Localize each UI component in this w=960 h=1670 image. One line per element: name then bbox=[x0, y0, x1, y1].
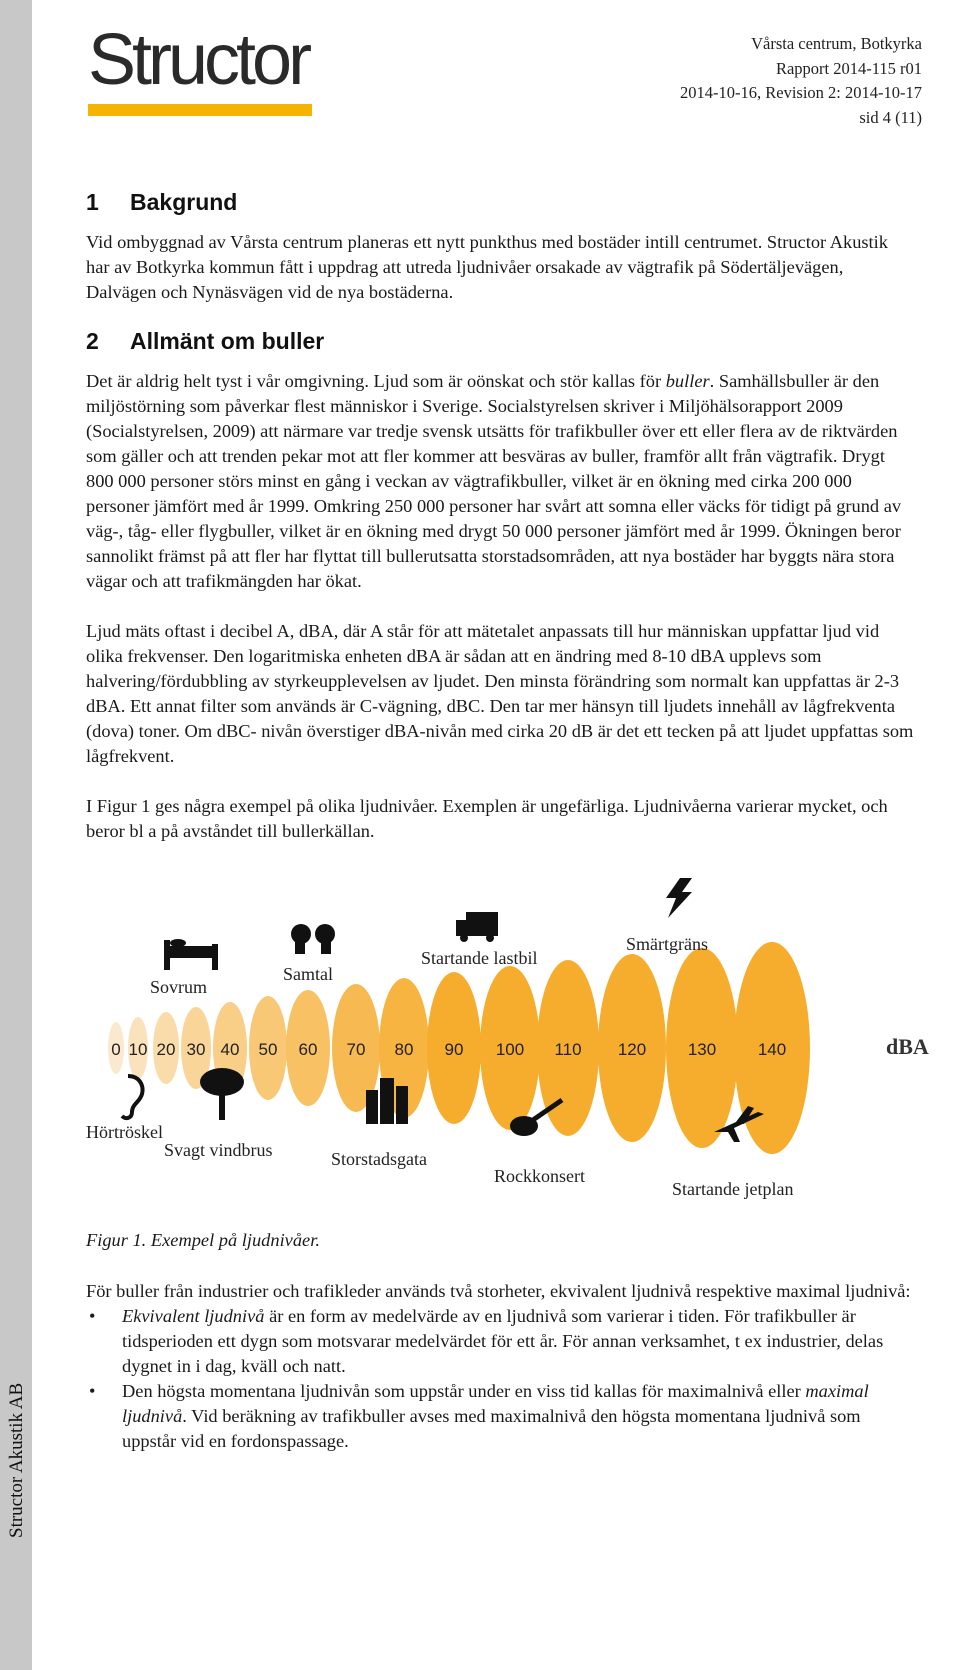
ear-icon bbox=[122, 1076, 142, 1118]
section-2-title: Allmänt om buller bbox=[130, 328, 325, 354]
section-1-heading bbox=[86, 188, 916, 216]
label-samtal: Samtal bbox=[283, 964, 333, 984]
level-label: 60 bbox=[298, 1040, 318, 1059]
header-revision: 2014-10-16, Revision 2: 2014-10-17 bbox=[680, 83, 922, 102]
level-label: 130 bbox=[687, 1040, 717, 1059]
bullet-maximal bbox=[86, 1379, 916, 1454]
logo-bar bbox=[88, 104, 312, 116]
section-2 bbox=[86, 327, 916, 844]
truck-icon bbox=[456, 912, 498, 942]
level-label: 20 bbox=[156, 1040, 176, 1059]
unit-label: dBA bbox=[886, 1034, 929, 1059]
sidebar bbox=[0, 0, 32, 1670]
level-label: 10 bbox=[128, 1040, 148, 1059]
label-rockkonsert: Rockkonsert bbox=[494, 1166, 585, 1186]
label-svagt-vindbrus: Svagt vindbrus bbox=[164, 1140, 273, 1160]
level-label: 100 bbox=[495, 1040, 525, 1059]
document-header bbox=[680, 32, 922, 130]
bullet-2-text-b: . Vid beräkning av trafikbuller avses med maximalnivå den högsta momentana ljudnivå som uppstår vid en fordonspassage. bbox=[122, 1406, 861, 1451]
level-label: 110 bbox=[554, 1040, 582, 1059]
p1-text-a: Det är aldrig helt tyst i vår omgivning. Ljud som är oönskat och stör kallas för bbox=[86, 371, 666, 391]
p1-text-b: . Samhällsbuller är den miljöstörning som påverkar flest människor i Sverige. Socialstyrelsen skriver i Miljöhälsorapport 2009 (Socialstyrelsen, 2009) att närmare var tredje svensk utsätts för trafikbuller över ett eller flera av de riktvärden som gäller och att trenden pekar mot att fler kommer att besväras av buller, framför allt från vägtrafik. Drygt 800 000 personer störs minst en gång i veckan av vägtrafikbuller, vilket är en ökning med cirka 200 000 personer jämfört med år 1999. Omkring 250 000 personer har svårt att somna eller väcks för tidigt på grund av väg-, tåg- eller flygbuller, vilket är en ökning med drygt 50 000 personer jämfört med år 1999. Ökningen beror sannolikt främst på att fler har flyttat till bullerutsatta storstadsområden, att nya bostäder har byggts nära stora vägar och att trafikmängden har ökat. bbox=[86, 371, 902, 591]
level-label: 70 bbox=[346, 1040, 366, 1059]
level-label: 90 bbox=[444, 1040, 464, 1059]
bed-icon bbox=[164, 939, 218, 970]
label-startande-jetplan: Startande jetplan bbox=[672, 1179, 794, 1199]
section-3-intro: För buller från industrier och trafikleder används två storheter, ekvivalent ljudnivå respektive maximal ljudnivå: bbox=[86, 1281, 911, 1301]
talking-heads-icon bbox=[291, 924, 335, 954]
section-1-number: 1 bbox=[86, 189, 99, 215]
label-startande-lastbil: Startande lastbil bbox=[421, 948, 538, 968]
section-1-body: Vid ombyggnad av Vårsta centrum planeras ett nytt punkthus med bostäder intill centrumet. Structor Akustik har av Botkyrka kommun fått i uppdrag att utreda ljudnivåer orsakade av vägtrafik på Södertäljevägen, Dalvägen och Nynäsvägen vid de nya bostäderna. bbox=[86, 232, 888, 302]
header-report: Rapport 2014-115 r01 bbox=[775, 58, 922, 78]
bullet-2-emphasis: maximal ljudnivå bbox=[122, 1381, 869, 1426]
section-1 bbox=[86, 188, 916, 305]
section-2-number: 2 bbox=[86, 328, 99, 354]
level-label: 140 bbox=[757, 1040, 787, 1059]
label-smartgrans: Smärtgräns bbox=[626, 934, 708, 954]
level-label: 120 bbox=[617, 1040, 647, 1059]
bullet-2-text-a: Den högsta momentana ljudnivån som uppstår under en viss tid kallas för maximalnivå eller bbox=[122, 1381, 806, 1401]
section-2-paragraph-1 bbox=[86, 369, 916, 594]
section-2-heading bbox=[86, 327, 916, 355]
section-3 bbox=[86, 1279, 916, 1454]
header-page: sid 4 (11) bbox=[859, 107, 922, 127]
lightning-icon bbox=[666, 878, 692, 918]
bullet-1-emphasis: Ekvivalent ljudnivå bbox=[122, 1306, 265, 1326]
header-project: Vårsta centrum, Botkyrka bbox=[751, 34, 922, 53]
section-1-title: Bakgrund bbox=[130, 189, 238, 215]
section-2-paragraph-2: Ljud mäts oftast i decibel A, dBA, där A står för att mätetalet anpassats till hur människan uppfattar ljud vid olika frekvenser. Den logaritmiska enheten dBA är sådan att en ändring med 8-10 dBA upplevs som halvering/fördubbling av styrkeupplevelsen av ljudet. Den minsta förändring som normalt kan uppfattas är 2-3 dBA. Ett annat filter som används är C-vägning, dBC. Den tar mer hänsyn till ljudets innehåll av lågfrekventa (dova) toner. Om dBC- nivån överstiger dBA-nivån med cirka 20 dB är det ett tecken på att ljudet uppfattas som lågfrekvent. bbox=[86, 621, 914, 766]
noise-level-figure bbox=[86, 878, 936, 1228]
noise-level-chart bbox=[86, 878, 936, 1228]
label-hortroskel: Hörtröskel bbox=[86, 1122, 163, 1142]
level-label: 40 bbox=[220, 1040, 240, 1059]
definition-list bbox=[86, 1304, 916, 1454]
figure-caption: Figur 1. Exempel på ljudnivåer. bbox=[86, 1230, 320, 1250]
sidebar-company-text: Structor Akustik AB bbox=[6, 1382, 27, 1538]
bullet-ekvivalent bbox=[86, 1304, 916, 1379]
p1-emphasis: buller bbox=[665, 371, 710, 391]
level-label: 30 bbox=[186, 1040, 206, 1059]
structor-logo bbox=[88, 20, 316, 120]
label-storstadsgata: Storstadsgata bbox=[331, 1149, 427, 1169]
tree-icon bbox=[200, 1068, 244, 1120]
level-label: 0 bbox=[111, 1040, 121, 1059]
level-label: 50 bbox=[258, 1040, 278, 1059]
section-2-paragraph-3: I Figur 1 ges några exempel på olika ljudnivåer. Exemplen är ungefärliga. Ljudnivåerna varierar mycket, och beror bl a på avståndet till bullerkällan. bbox=[86, 796, 888, 841]
label-sovrum: Sovrum bbox=[150, 977, 208, 997]
bullet-1-text: är en form av medelvärde av en ljudnivå som varierar i tiden. För trafikbuller är tidsperioden ett dygn som motsvarar medelvärdet för ett år. För annan verksamhet, t ex industrier, delas dygnet in i dag, kväll och natt. bbox=[122, 1306, 884, 1376]
level-label: 80 bbox=[394, 1040, 414, 1059]
logo-wordmark: Structor bbox=[88, 20, 309, 100]
